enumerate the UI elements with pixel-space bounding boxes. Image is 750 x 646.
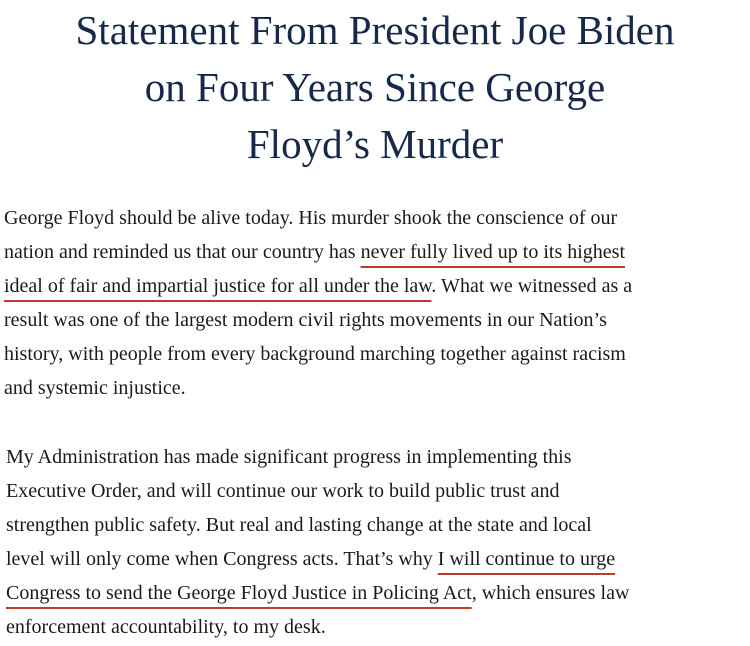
text-run: , which ensures law — [471, 582, 630, 604]
text-run: result was one of the largest modern civil rights movements in our Nation’s — [4, 309, 607, 331]
text-run: My Administration has made significant progress in implementing this — [6, 446, 572, 468]
highlighted-text: I will continue to urge — [437, 548, 616, 570]
statement-paragraph-2 — [6, 440, 629, 644]
text-line — [4, 201, 632, 235]
text-line — [4, 235, 632, 269]
highlighted-text: ideal of fair and impartial justice for all under the law — [4, 275, 432, 297]
title-line: Floyd’s Murder — [246, 121, 504, 167]
highlighted-text: Congress to send the George Floyd Justice in Policing Act — [6, 582, 472, 604]
text-line — [4, 269, 632, 303]
text-run: Executive Order, and will continue our work to build public trust and — [6, 480, 560, 502]
text-line — [6, 576, 629, 610]
text-run: enforcement accountability, to my desk. — [6, 616, 326, 638]
text-run: level will only come when Congress acts. That’s why — [6, 548, 438, 570]
text-line — [6, 508, 629, 542]
text-line — [6, 610, 629, 644]
text-run: . What we witnessed as a — [431, 275, 633, 297]
text-run: nation and reminded us that our country has — [4, 241, 361, 263]
text-run: and systemic injustice. — [4, 377, 186, 399]
text-run: George Floyd should be alive today. His murder shook the conscience of our — [4, 207, 618, 229]
text-run: history, with people from every background marching together against racism — [4, 343, 626, 365]
highlighted-text: never fully lived up to its highest — [360, 241, 625, 263]
text-line — [4, 371, 632, 405]
text-line — [6, 440, 629, 474]
text-line — [6, 474, 629, 508]
title-line: on Four Years Since George — [144, 64, 606, 110]
text-line — [6, 542, 629, 576]
text-run: strengthen public safety. But real and lasting change at the state and local — [6, 514, 592, 536]
text-line — [4, 303, 632, 337]
text-line — [4, 337, 632, 371]
title-line: Statement From President Joe Biden — [75, 7, 675, 53]
statement-paragraph-1 — [4, 201, 632, 405]
page-title — [0, 2, 750, 173]
